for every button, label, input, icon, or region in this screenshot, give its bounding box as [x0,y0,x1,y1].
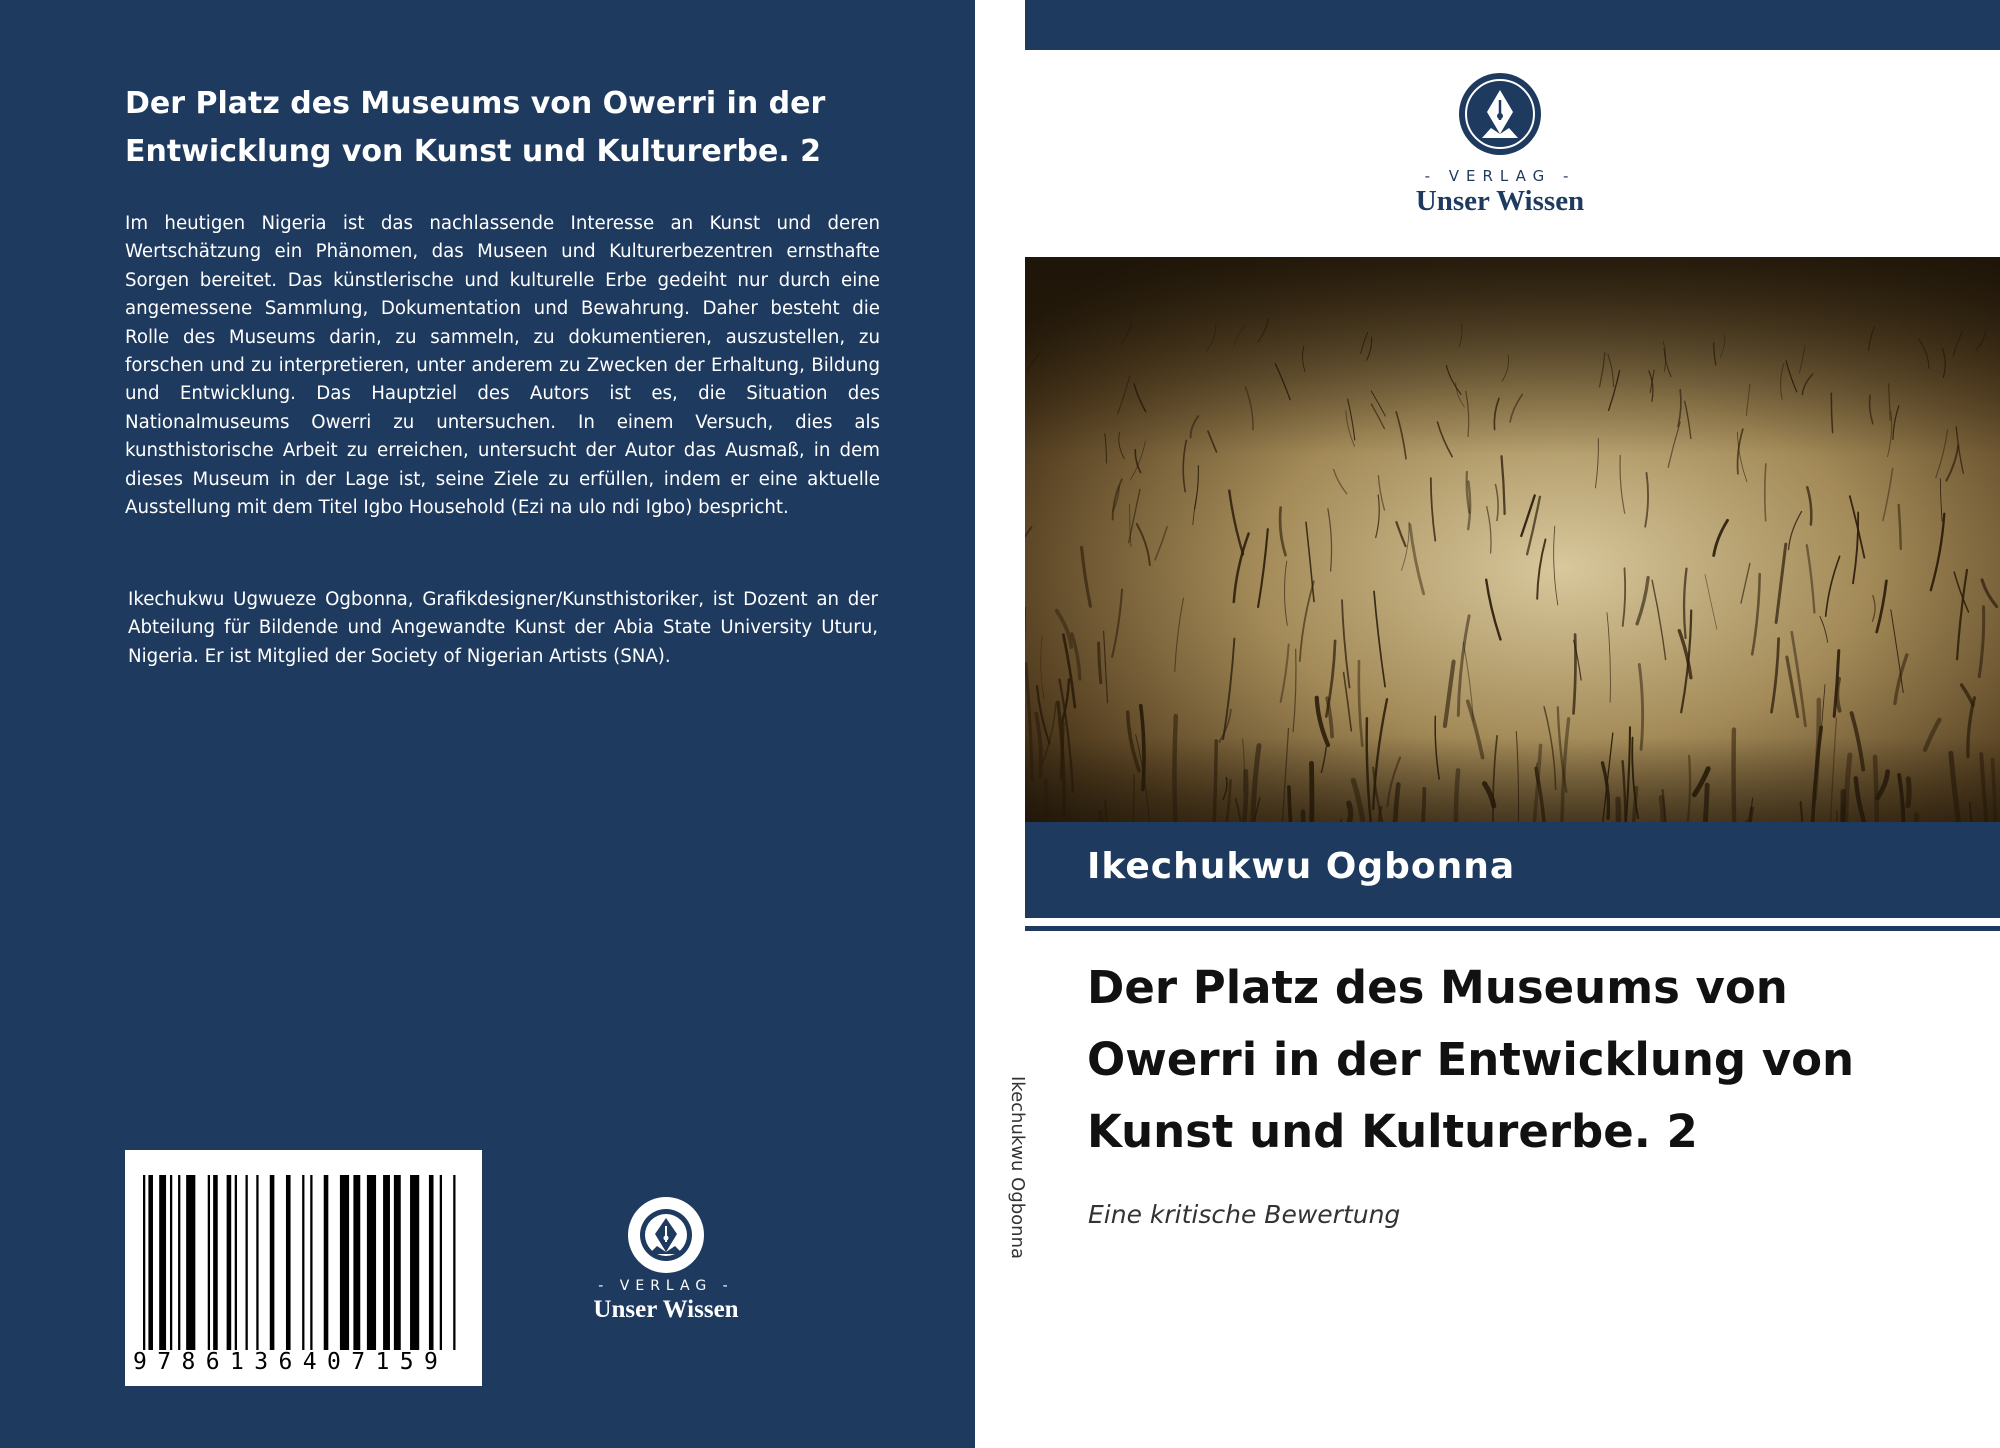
barcode-bar [286,1175,291,1350]
barcode-bar [178,1175,180,1350]
barcode-bar [208,1175,210,1350]
barcode-bar [383,1175,390,1350]
barcode-bar [340,1175,349,1350]
back-cover [0,0,975,1448]
barcode-bar [429,1175,434,1350]
barcode-bar [256,1175,258,1350]
barcode-bar [302,1175,304,1350]
barcode-bar [367,1175,376,1350]
isbn-digits: 9786136407159 [133,1349,449,1375]
front-author-name: Ikechukwu Ogbonna [1087,846,1516,887]
logo-verlag-text: - VERLAG - [1424,167,1576,185]
barcode-bar [394,1175,401,1350]
cover-photo-cracked-wood [1025,257,2000,822]
barcode-bar [453,1175,455,1350]
barcode-bar [148,1175,153,1350]
barcode-bar [186,1175,195,1350]
author-band [1025,822,2000,918]
barcode-bar [353,1175,360,1350]
logo-brand-text: Unser Wissen [593,1296,739,1323]
barcode-bar [410,1175,419,1350]
barcode-bars [143,1175,464,1350]
pen-nib-emblem-icon [1458,72,1542,156]
front-top-bar [1025,0,2000,50]
barcode-bar [227,1175,232,1350]
barcode-bar [143,1175,145,1350]
front-publisher-logo [1400,72,1600,222]
barcode-bar [235,1175,237,1350]
barcode-bar [310,1175,312,1350]
logo-brand-text: Unser Wissen [1415,185,1585,217]
barcode-bar [246,1175,248,1350]
spine-author: Ikechukwu Ogbonna [1007,1076,1028,1260]
author-divider-rule [1025,926,2000,931]
front-cover-title: Der Platz des Museums von Owerri in der Entwicklung von Kunst und Kulturerbe. 2 [1087,961,1855,1158]
back-cover-blurb: Im heutigen Nigeria ist das nachlassende Interesse an Kunst und deren Wertschätzung ein Phänomen, das Museen und Kulturerbezentren ernsthafte Sorgen bereitet. Das künstlerische und kulturelle Erbe gedeiht nur durch eine angemessene Sammlung, Dokumentation und Bewahrung. Daher besteht die Rolle des Museums darin, zu sammeln, zu dokumentieren, auszustellen, zu forschen und zu interpretieren, unter anderem zu Zwecken der Erhaltung, Bildung und Entwicklung. Das Hauptziel des Autors ist es, die Situation des Nationalmuseums Owerri zu untersuchen. In einem Versuch, dies als kunsthistorische Arbeit zu erreichen, untersucht der Autor das Ausmaß, in dem dieses Museum in der Lage ist, seine Ziele zu erfüllen, indem er eine aktuelle Ausstellung mit dem Titel Igbo Household (Ezi na ulo ndi Igbo) bespricht. [125,213,880,519]
barcode-bar [170,1175,172,1350]
barcode-bar [159,1175,166,1350]
author-bio: Ikechukwu Ugwueze Ogbonna, Grafikdesigner/Kunsthistoriker, ist Dozent an der Abteilung für Bildende und Angewandte Kunst der Abia State University Uturu, Nigeria. Er ist Mitglied der Society of Nigerian Artists (SNA). [128,589,878,667]
cracked-wood-image [1025,257,2000,822]
pen-nib-emblem-icon [627,1196,705,1274]
logo-verlag-text: - VERLAG - [598,1278,734,1294]
back-cover-title: Der Platz des Museums von Owerri in der Entwicklung von Kunst und Kulturerbe. 2 [125,86,826,169]
barcode-bar [270,1175,275,1350]
barcode-bar [213,1175,218,1350]
isbn-barcode [125,1150,482,1386]
barcode-bar [324,1175,329,1350]
back-publisher-logo [566,1196,766,1336]
front-cover-subtitle: Eine kritische Bewertung [1088,1200,1401,1229]
barcode-bar [440,1175,442,1350]
